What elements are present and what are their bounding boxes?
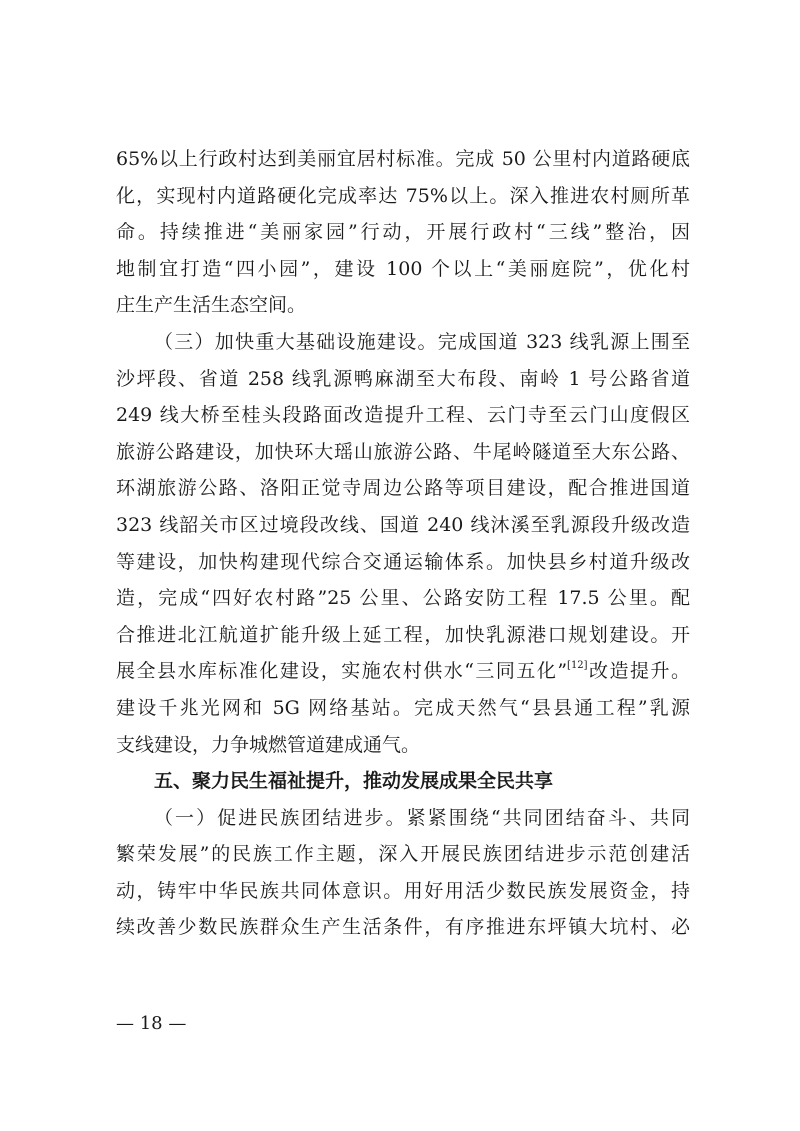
text-line: 繁荣发展”的民族工作主题，深入开展民族团结进步示范创建活	[116, 843, 690, 866]
text-line: 建设千兆光网和 5G 网络基站。完成天然气“县县通工程”乳源	[116, 696, 690, 719]
text-line: 65%以上行政村达到美丽宜居村标准。完成 50 公里村内道路硬底	[116, 148, 690, 170]
text-line: 续改善少数民族群众生产生活条件，有序推进东坪镇大坑村、必	[116, 916, 690, 939]
paragraph-continuation	[116, 141, 690, 324]
body-text	[116, 141, 690, 946]
text-line-with-footnote	[116, 653, 690, 690]
text-segment: 改造提升。	[587, 660, 690, 683]
text-line: 命。持续推进“美丽家园”行动，开展行政村“三线”整治，因	[116, 221, 690, 244]
text-line: （三）加快重大基础设施建设。完成国道 323 线乳源上围至	[154, 330, 690, 353]
text-segment: 展全县水库标准化建设，实施农村供水“三同五化”	[116, 660, 568, 683]
page-number: — 18 —	[116, 1013, 187, 1034]
text-line: 旅游公路建设，加快环大瑶山旅游公路、牛尾岭隧道至大东公路、	[116, 440, 690, 463]
paragraph-section-5-1	[116, 800, 690, 946]
text-line: 动，铸牢中华民族共同体意识。用好用活少数民族发展资金，持	[116, 879, 690, 902]
text-line: 等建设，加快构建现代综合交通运输体系。加快县乡村道升级改	[116, 550, 690, 573]
paragraph-section-3	[116, 324, 690, 763]
text-line: 支线建设，力争城燃管道建成通气。	[116, 733, 421, 756]
text-line: 化，实现村内道路硬化完成率达 75%以上。深入推进农村厕所革	[116, 184, 690, 207]
text-line: 323 线韶关市区过境段改线、国道 240 线沐溪至乳源段升级改造	[116, 513, 690, 536]
footnote-marker[interactable]: [12]	[567, 660, 588, 672]
text-line: 造，完成“四好农村路”25 公里、公路安防工程 17.5 公里。配	[116, 587, 690, 610]
text-line: 沙坪段、省道 258 线乳源鸭麻湖至大布段、南岭 1 号公路省道	[116, 367, 690, 390]
text-line: 环湖旅游公路、洛阳正觉寺周边公路等项目建设，配合推进国道	[116, 477, 690, 500]
section-heading: 五、聚力民生福祉提升，推动发展成果全民共享	[154, 770, 554, 793]
text-line: （一）促进民族团结进步。紧紧围绕“共同团结奋斗、共同	[154, 806, 690, 829]
text-line: 249 线大桥至桂头段路面改造提升工程、云门寺至云门山度假区	[116, 404, 690, 427]
text-line: 地制宜打造“四小园”，建设 100 个以上“美丽庭院”，优化村	[116, 257, 690, 280]
text-line: 合推进北江航道扩能升级上延工程，加快乳源港口规划建设。开	[116, 623, 690, 646]
text-line: 庄生产生活生态空间。	[116, 294, 307, 317]
